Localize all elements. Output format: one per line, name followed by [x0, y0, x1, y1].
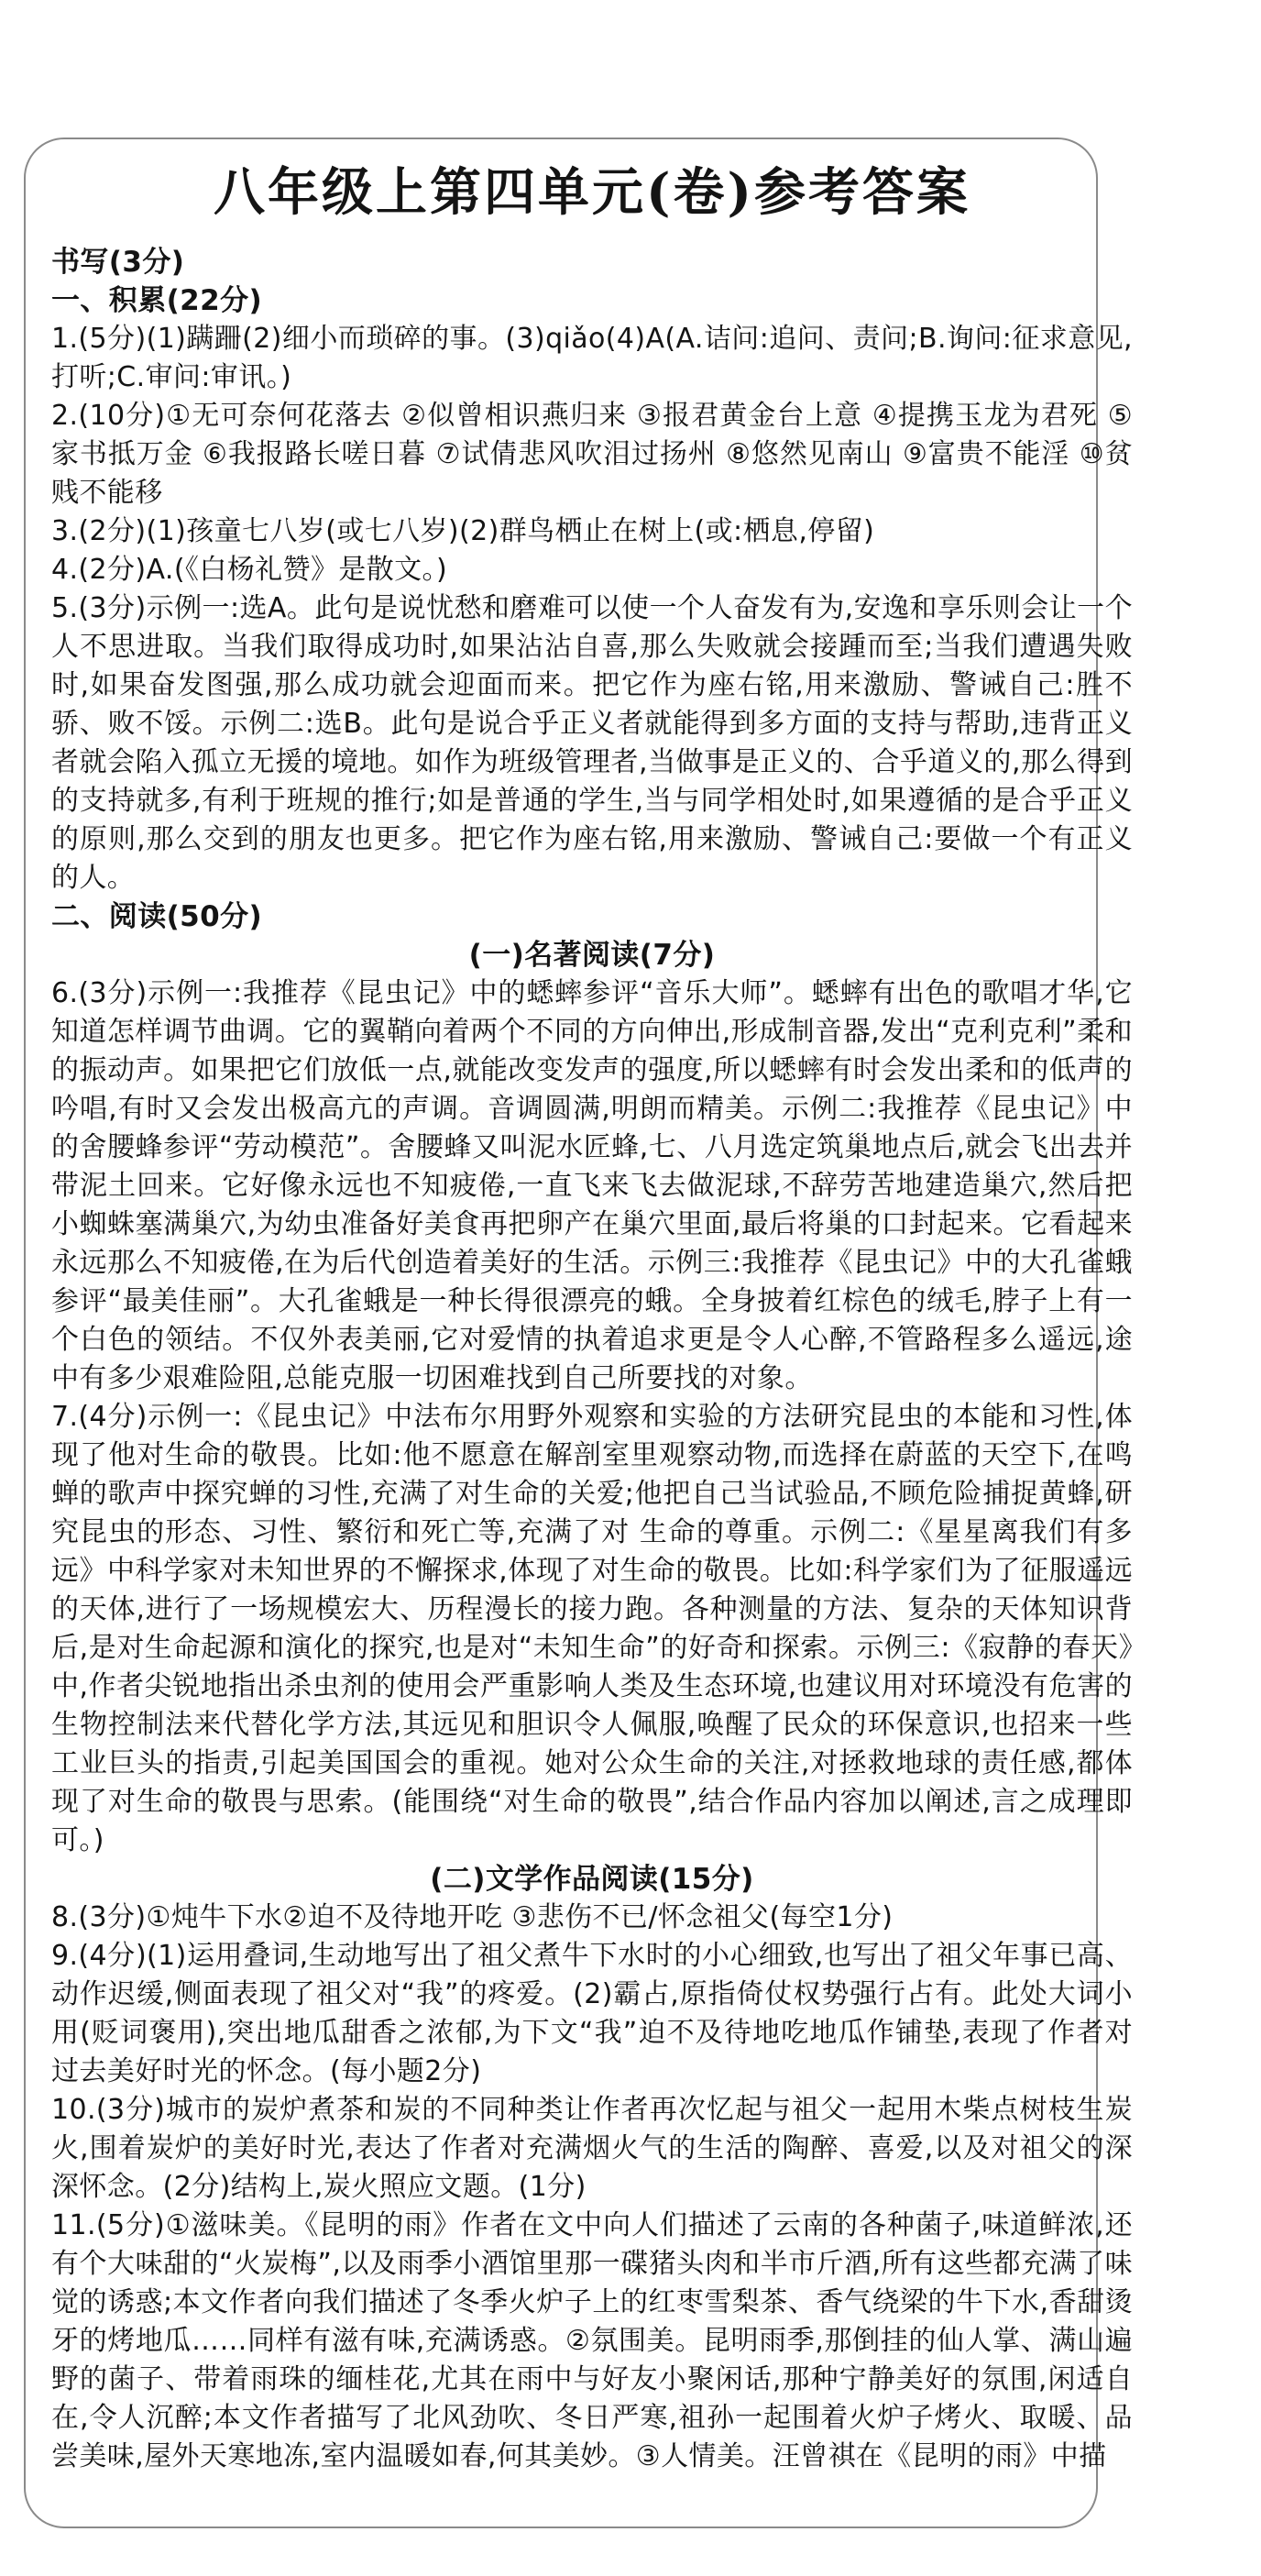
answer-paragraph: 9.(4分)(1)运用叠词,生动地写出了祖父煮牛下水时的小心细致,也写出了祖父年事已高、动作迟缓,侧面表现了祖父对“我”的疼爱。(2)霸占,原指倚仗权势强行占有。此处大词小用(贬词褒用),突出地瓜甜香之浓郁,为下文“我”迫不及待地吃地瓜作铺垫,表现了作者对过去美好时光的怀念。(每小题2分) — [51, 1940, 1133, 2087]
answer-paragraph: 4.(2分)A.(《白杨礼赞》是散文。) — [51, 554, 448, 586]
answer-paragraph: 3.(2分)(1)孩童七八岁(或七八岁)(2)群鸟栖止在树上(或:栖息,停留) — [51, 515, 875, 547]
section-heading: 一、积累(22分) — [51, 284, 263, 317]
answer-paragraph: 5.(3分)示例一:选A。此句是说忧愁和磨难可以使一个人奋发有为,安逸和享乐则会让一个人不思进取。当我们取得成功时,如果沾沾自喜,那么失败就会接踵而至;当我们遭遇失败时,如果奋发图强,那么成功就会迎面而来。把它作为座右铭,用来激励、警诫自己:胜不骄、败不馁。示例二:选B。此句是说合乎正义者就能得到多方面的支持与帮助,违背正义者就会陷入孤立无援的境地。如作为班级管理者,当做事是正义的、合乎道义的,那么得到的支持就多,有利于班规的推行;如是普通的学生,当与同学相处时,如果遵循的是合乎正义的原则,那么交到的朋友也更多。把它作为座右铭,用来激励、警诫自己:要做一个有正义的人。 — [51, 592, 1133, 894]
answer-paragraph: 6.(3分)示例一:我推荐《昆虫记》中的蟋蟀参评“音乐大师”。蟋蟀有出色的歌唱才华,它知道怎样调节曲调。它的翼鞘向着两个不同的方向伸出,形成制音器,发出“克利克利”柔和的振动声。如果把它们放低一点,就能改变发声的强度,所以蟋蟀有时会发出柔和的低声的吟唱,有时又会发出极高亢的声调。音调圆满,明朗而精美。示例二:我推荐《昆虫记》中的舍腰蜂参评“劳动模范”。舍腰蜂又叫泥水匠蜂,七、八月选定筑巢地点后,就会飞出去并带泥土回来。它好像永远也不知疲倦,一直飞来飞去做泥球,不辞劳苦地建造巢穴,然后把小蜘蛛塞满巢穴,为幼虫准备好美食再把卵产在巢穴里面,最后将巢的口封起来。它看起来永远那么不知疲倦,在为后代创造着美好的生活。示例三:我推荐《昆虫记》中的大孔雀蛾参评“最美佳丽”。大孔雀蛾是一种长得很漂亮的蛾。全身披着红棕色的绒毛,脖子上有一个白色的领结。不仅外表美丽,它对爱情的执着追求更是令人心醉,不管路程多么遥远,途中有多少艰难险阻,总能克服一切困难找到自己所要找的对象。 — [51, 977, 1133, 1394]
answer-paragraph: 11.(5分)①滋味美。《昆明的雨》作者在文中向人们描述了云南的各种菌子,味道鲜浓,还有个大味甜的“火炭梅”,以及雨季小酒馆里那一碟猪头肉和半市斤酒,所有这些都充满了味觉的诱惑;本文作者向我们描述了冬季火炉子上的红枣雪梨茶、香气绕梁的牛下水,香甜烫牙的烤地瓜……同样有滋有味,充满诱惑。②氛围美。昆明雨季,那倒挂的仙人掌、满山遍野的菌子、带着雨珠的缅桂花,尤其在雨中与好友小聚闲话,那种宁静美好的氛围,闲适自在,令人沉醉;本文作者描写了北风劲吹、冬日严寒,祖孙一起围着火炉子烤火、取暖、品尝美味,屋外天寒地冻,室内温暖如春,何其美妙。③人情美。汪曾祺在《昆明的雨》中描 — [51, 2209, 1133, 2472]
section-heading: (二)文学作品阅读(15分) — [430, 1863, 754, 1896]
answer-paragraph: 8.(3分)①炖牛下水②迫不及待地开吃 ③悲伤不已/怀念祖父(每空1分) — [51, 1901, 894, 1933]
section-heading: (一)名著阅读(7分) — [468, 939, 716, 972]
section-heading: 书写(3分) — [51, 246, 185, 279]
answer-sheet — [51, 160, 1133, 2476]
answer-paragraph: 2.(10分)①无可奈何花落去 ②似曾相识燕归来 ③报君黄金台上意 ④提携玉龙为君死 ⑤家书抵万金 ⑥我报路长嗟日暮 ⑦试倩悲风吹泪过扬州 ⑧悠然见南山 ⑨富贵不能淫 ⑩贫贱不能移 — [51, 400, 1133, 509]
answer-body — [51, 243, 1133, 2476]
page-title: 八年级上第四单元(卷)参考答案 — [214, 162, 970, 223]
answer-paragraph: 7.(4分)示例一:《昆虫记》中法布尔用野外观察和实验的方法研究昆虫的本能和习性,体现了他对生命的敬畏。比如:他不愿意在解剖室里观察动物,而选择在蔚蓝的天空下,在鸣蝉的歌声中探究蝉的习性,充满了对生命的关爱;他把自己当试验品,不顾危险捕捉黄蜂,研究昆虫的形态、习性、繁衍和死亡等,充满了对 生命的尊重。示例二:《星星离我们有多远》中科学家对未知世界的不懈探求,体现了对生命的敬畏。比如:科学家们为了征服遥远的天体,进行了一场规模宏大、历程漫长的接力跑。各种测量的方法、复杂的天体知识背后,是对生命起源和演化的探究,也是对“未知生命”的好奇和探索。示例三:《寂静的春天》中,作者尖锐地指出杀虫剂的使用会严重影响人类及生态环境,也建议用对环境没有危害的生物控制法来代替化学方法,其远见和胆识令人佩服,唤醒了民众的环保意识,也招来一些工业巨头的指责,引起美国国会的重视。她对公众生命的关注,对拯救地球的责任感,都体现了对生命的敬畏与思索。(能围绕“对生命的敬畏”,结合作品内容加以阐述,言之成理即可。) — [51, 1401, 1133, 1856]
answer-paragraph: 10.(3分)城市的炭炉煮茶和炭的不同种类让作者再次忆起与祖父一起用木柴点树枝生炭火,围着炭炉的美好时光,表达了作者对充满烟火气的生活的陶醉、喜爱,以及对祖父的深深怀念。(2分)结构上,炭火照应文题。(1分) — [51, 2094, 1133, 2203]
answer-paragraph: 1.(5分)(1)蹒跚(2)细小而琐碎的事。(3)qiǎo(4)A(A.诘问:追问、责问;B.询问:征求意见,打听;C.审问:审讯。) — [51, 323, 1133, 393]
section-heading: 二、阅读(50分) — [51, 900, 263, 933]
